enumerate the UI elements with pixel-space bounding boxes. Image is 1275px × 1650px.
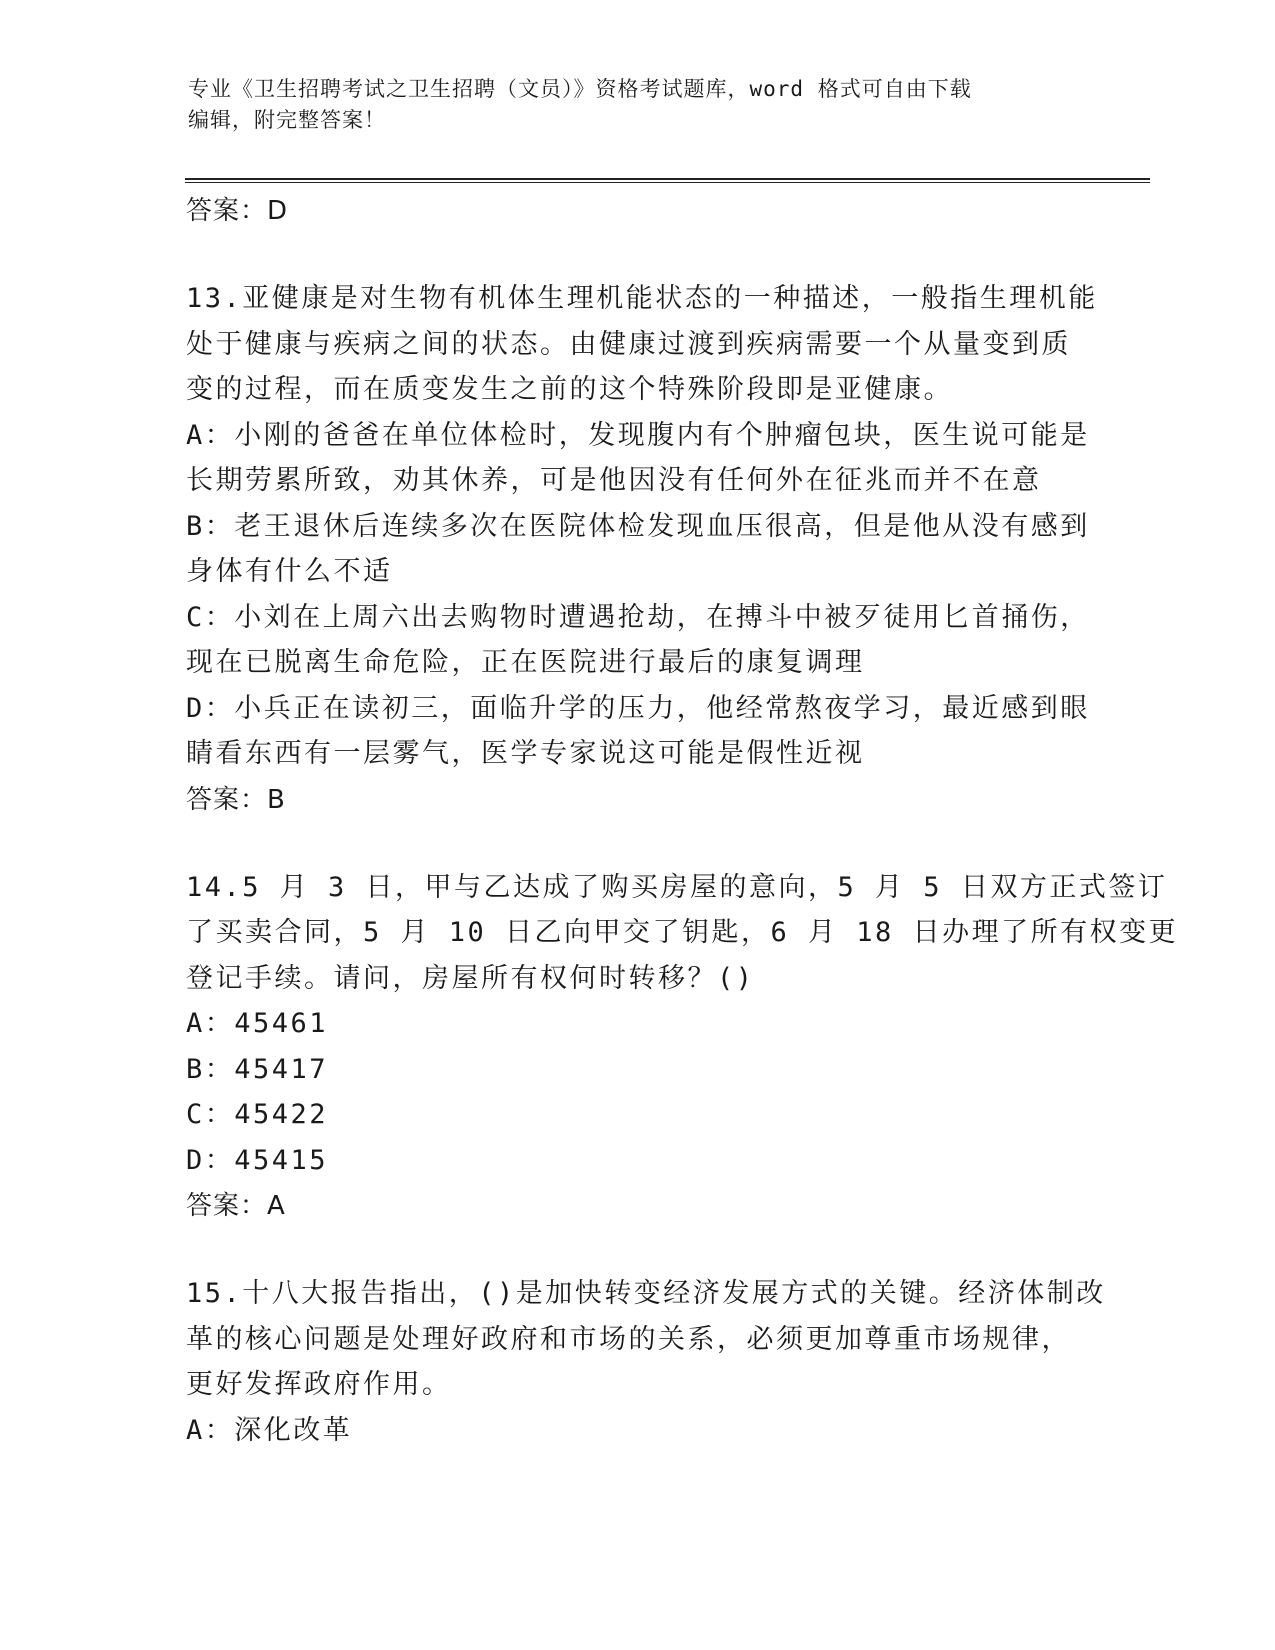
option-d-line: D：小兵正在读初三，面临升学的压力，他经常熬夜学习，最近感到眼 (186, 692, 1090, 724)
question-stem-line: 革的核心问题是处理好政府和市场的关系，必须更加尊重市场规律， (186, 1323, 1071, 1355)
question-stem-line: 处于健康与疾病之间的状态。由健康过渡到疾病需要一个从量变到质 (186, 328, 1071, 360)
option-a-line: A：小刚的爸爸在单位体检时，发现腹内有个肿瘤包块，医生说可能是 (186, 419, 1090, 451)
question-stem-line: 登记手续。请问，房屋所有权何时转移？() (186, 962, 755, 994)
answer-line-q13 (186, 777, 1086, 823)
option-c-line: C：小刘在上周六出去购物时遭遇抢劫，在搏斗中被歹徒用匕首捅伤， (186, 601, 1090, 633)
option-a: A：深化改革 (186, 1414, 353, 1446)
header-divider (185, 178, 1150, 183)
option-b: B：45417 (186, 1053, 329, 1085)
question-13 (186, 276, 1098, 823)
question-stem-line: 了买卖合同，5 月 10 日乙向甲交了钥匙，6 月 18 日办理了所有权变更 (186, 917, 1179, 948)
answer-value: A (267, 1191, 286, 1221)
question-15 (186, 1271, 1106, 1453)
answer-line-q14 (186, 1183, 1086, 1229)
header-line-1: 专业《卫生招聘考试之卫生招聘（文员）》资格考试题库，word 格式可自由下载 (188, 77, 972, 101)
option-b-line: B：老王退休后连续多次在医院体检发现血压很高，但是他从没有感到 (186, 510, 1090, 542)
answer-label: 答案： (186, 1191, 268, 1221)
question-stem-line: 15.十八大报告指出，()是加快转变经济发展方式的关键。经济体制改 (186, 1278, 1106, 1309)
option-c: C：45422 (186, 1099, 329, 1130)
question-stem-line: 变的过程，而在质变发生之前的这个特殊阶段即是亚健康。 (186, 374, 953, 405)
answer-label: 答案： (186, 784, 268, 815)
answer-value: B (267, 784, 286, 815)
question-spacer (186, 234, 1086, 276)
question-stem-line: 14.5 月 3 日，甲与乙达成了购买房屋的意向，5 月 5 日双方正式签订 (186, 871, 1168, 903)
option-a: A：45461 (186, 1008, 329, 1039)
question-stem-line: 更好发挥政府作用。 (186, 1369, 452, 1400)
option-d: D：45415 (186, 1144, 329, 1176)
question-stem-line: 13.亚健康是对生物有机体生理机能状态的一种描述，一般指生理机能 (186, 283, 1098, 314)
question-spacer (186, 1229, 1086, 1271)
document-header (188, 74, 1068, 136)
document-body (186, 188, 1179, 1453)
option-b-line: 身体有什么不适 (186, 556, 393, 587)
option-a-line: 长期劳累所致，劝其休养，可是他因没有任何外在征兆而并不在意 (186, 465, 1042, 496)
question-14 (186, 865, 1179, 1230)
question-spacer (186, 823, 1086, 865)
header-line-2: 编辑，附完整答案！ (188, 108, 386, 132)
answer-value: D (267, 196, 289, 226)
answer-label: 答案： (186, 196, 268, 226)
answer-line-q12 (186, 188, 1086, 234)
option-d-line: 睛看东西有一层雾气，医学专家说这可能是假性近视 (186, 738, 865, 769)
option-c-line: 现在已脱离生命危险，正在医院进行最后的康复调理 (186, 647, 865, 678)
